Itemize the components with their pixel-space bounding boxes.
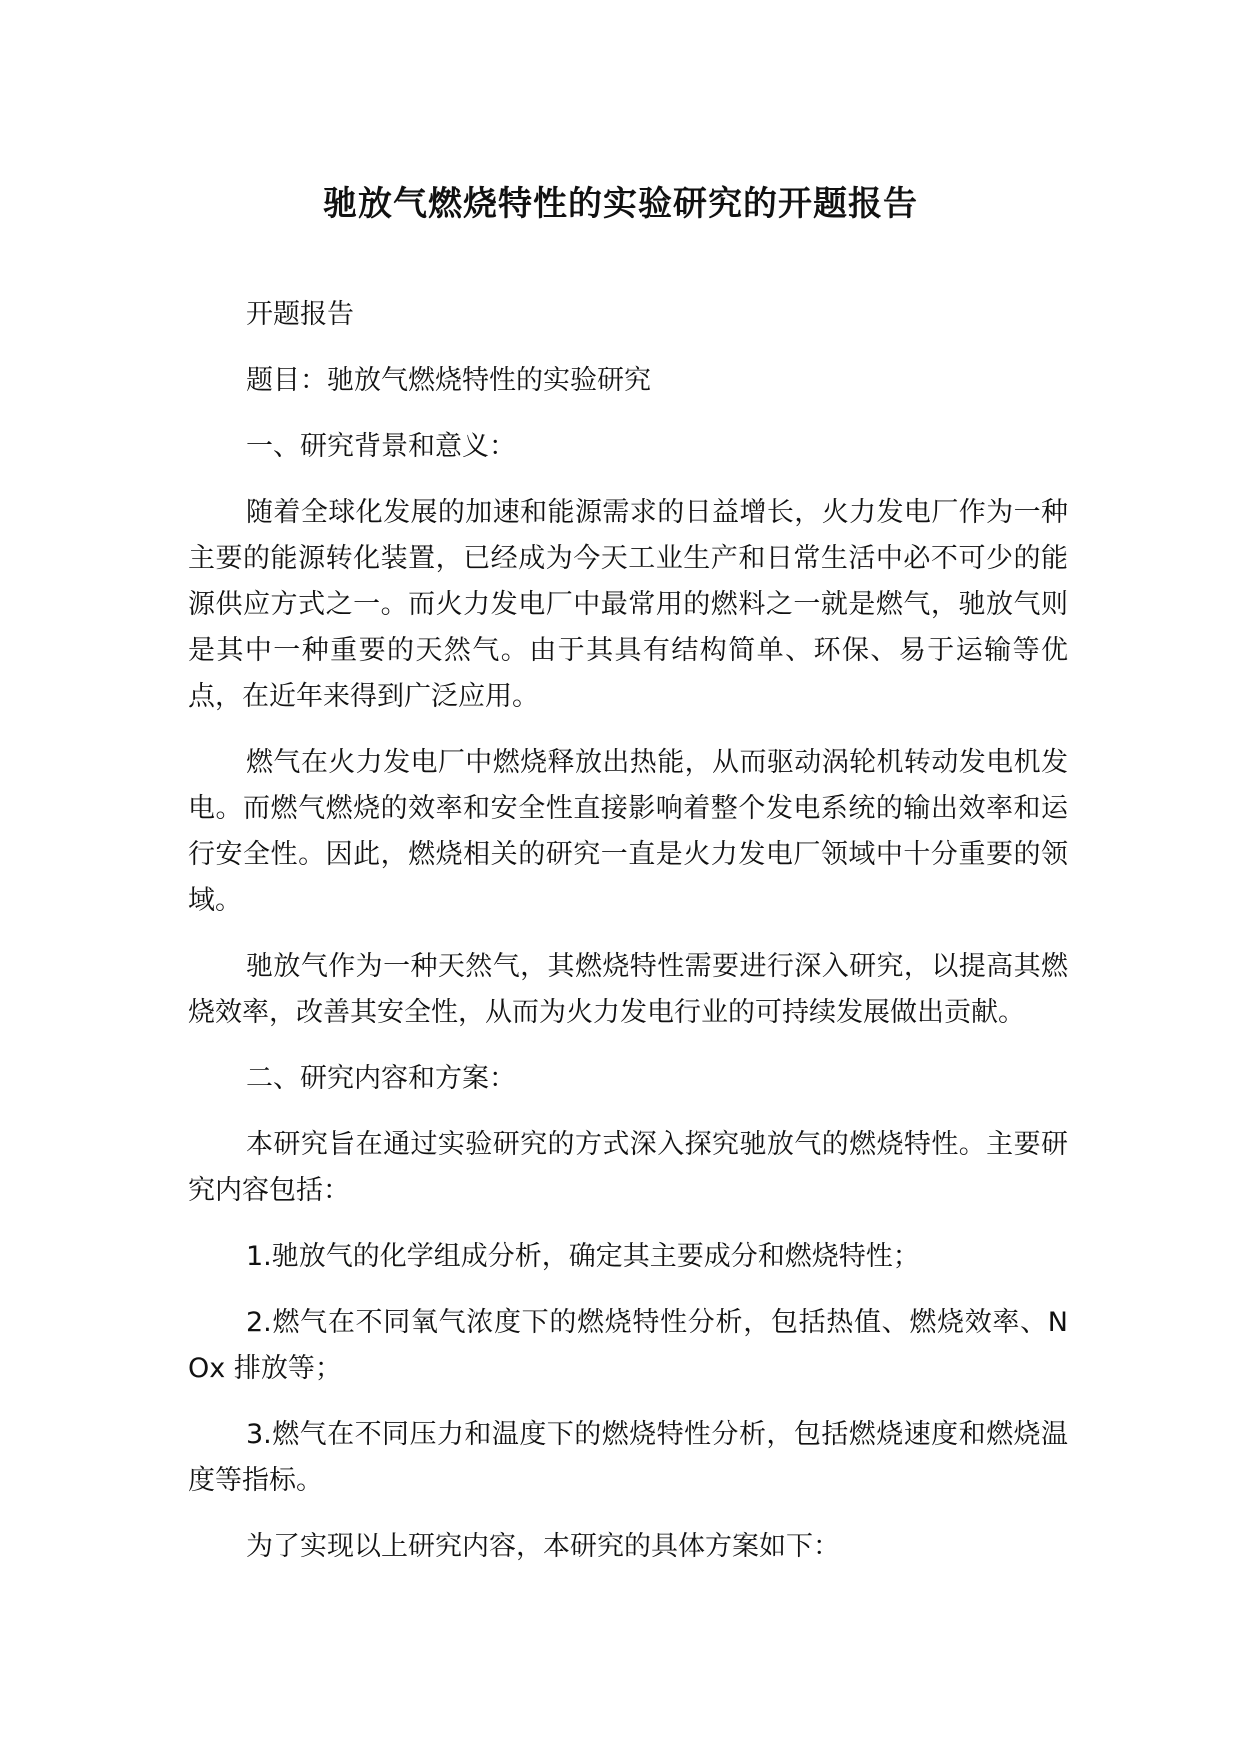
document-body [188, 292, 1068, 1590]
section-heading-content: 二、研究内容和方案： [246, 1063, 516, 1094]
section-heading-background: 一、研究背景和意义： [246, 431, 516, 462]
paragraph-report-label: 开题报告 [246, 299, 354, 330]
paragraph-plan-intro: 为了实现以上研究内容，本研究的具体方案如下： [246, 1531, 840, 1562]
paragraph-background-3: 驰放气作为一种天然气，其燃烧特性需要进行深入研究，以提高其燃烧效率，改善其安全性，从而为火力发电行业的可持续发展做出贡献。 [188, 951, 1068, 1028]
list-item-2: 2.燃气在不同氧气浓度下的燃烧特性分析，包括热值、燃烧效率、NOx 排放等； [188, 1307, 1068, 1384]
list-item-3: 3.燃气在不同压力和温度下的燃烧特性分析，包括燃烧速度和燃烧温度等指标。 [188, 1419, 1068, 1496]
paragraph-background-1: 随着全球化发展的加速和能源需求的日益增长，火力发电厂作为一种主要的能源转化装置，已经成为今天工业生产和日常生活中必不可少的能源供应方式之一。而火力发电厂中最常用的燃料之一就是燃气，驰放气则是其中一种重要的天然气。由于其具有结构简单、环保、易于运输等优点，在近年来得到广泛应用。 [188, 497, 1068, 712]
paragraph-background-2: 燃气在火力发电厂中燃烧释放出热能，从而驱动涡轮机转动发电机发电。而燃气燃烧的效率和安全性直接影响着整个发电系统的输出效率和运行安全性。因此，燃烧相关的研究一直是火力发电厂领域中十分重要的领域。 [188, 747, 1068, 916]
list-item-1: 1.驰放气的化学组成分析，确定其主要成分和燃烧特性； [246, 1241, 920, 1272]
document-title: 驰放气燃烧特性的实验研究的开题报告 [323, 184, 918, 224]
paragraph-content-intro: 本研究旨在通过实验研究的方式深入探究驰放气的燃烧特性。主要研究内容包括： [188, 1129, 1068, 1206]
paragraph-topic: 题目：驰放气燃烧特性的实验研究 [246, 365, 651, 396]
